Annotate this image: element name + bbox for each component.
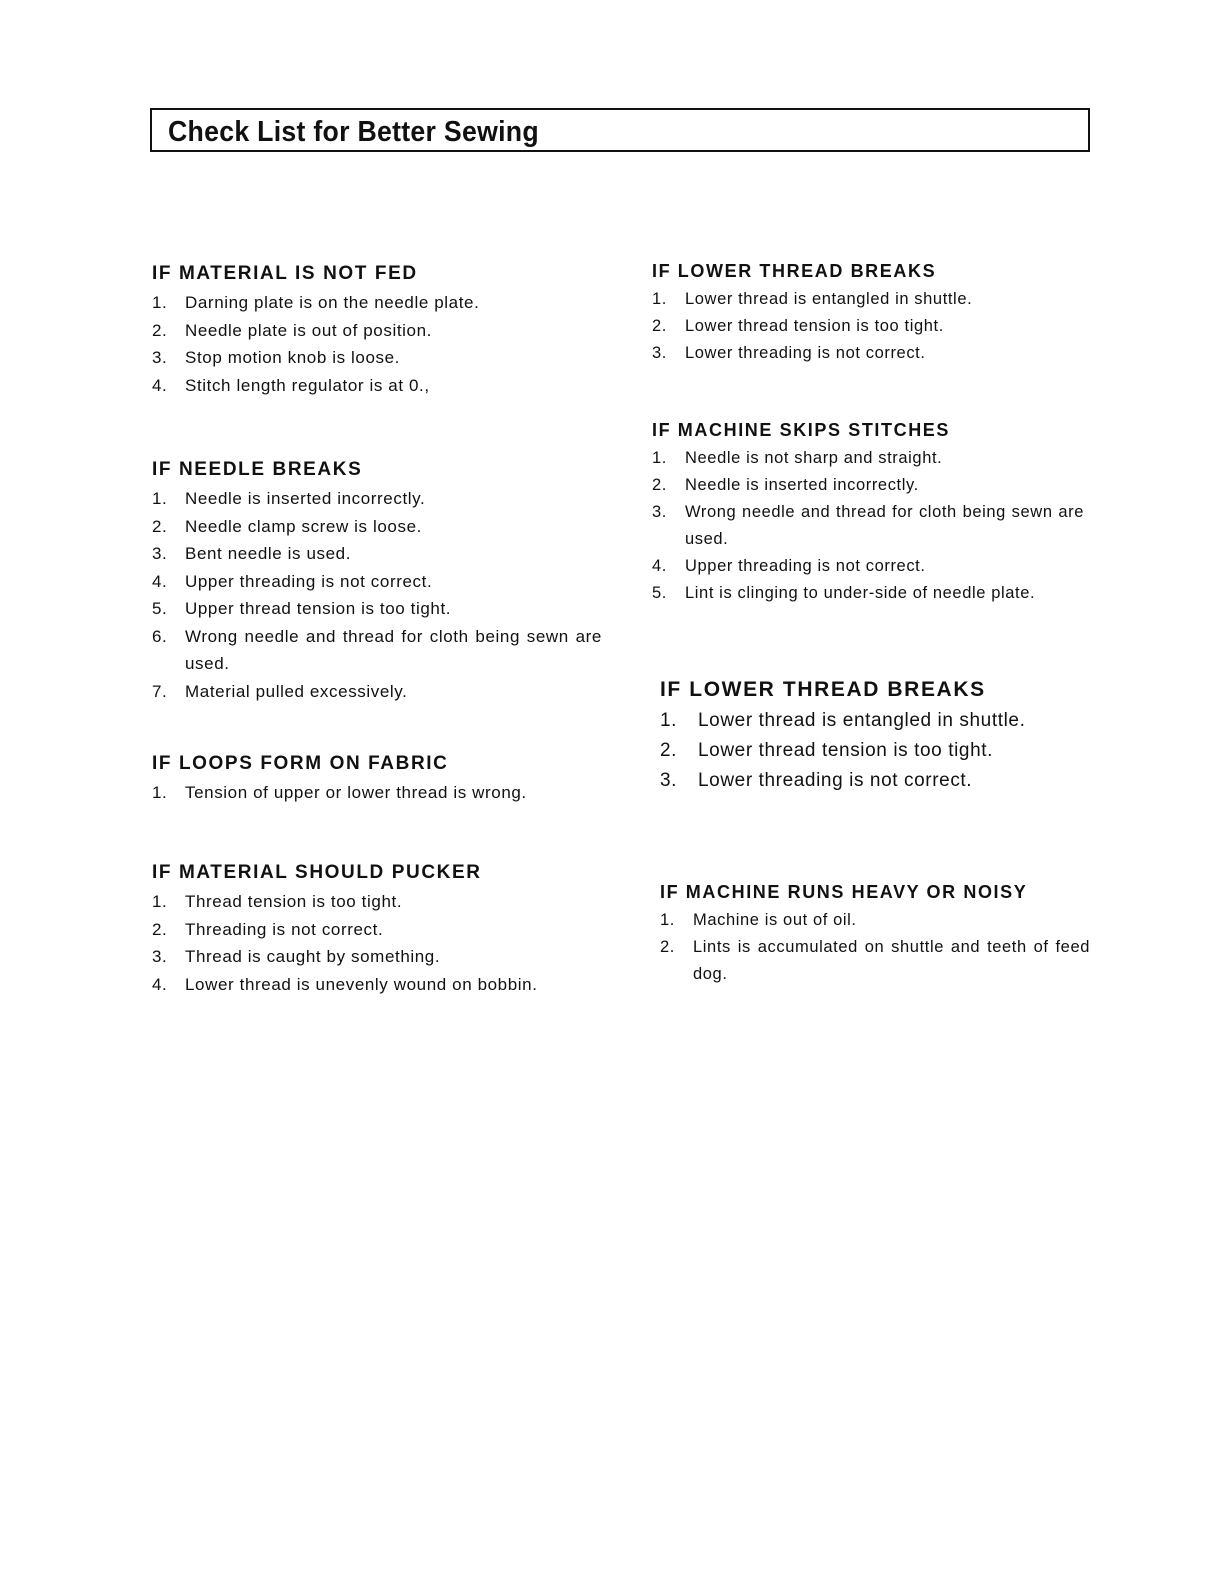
- list-item: [652, 286, 1084, 313]
- section-skips-stitches: [652, 420, 1084, 607]
- item-list: [652, 286, 1084, 367]
- section-material-pucker: [152, 862, 598, 998]
- item-number: 3.: [152, 348, 168, 367]
- item-number: 4.: [152, 571, 168, 591]
- item-text: Wrong needle and thread for cloth being sewn are used.: [185, 626, 602, 673]
- title-box: [150, 108, 1090, 152]
- list-item: [152, 916, 598, 944]
- item-text: Tension of upper or lower thread is wrong.: [185, 783, 527, 802]
- item-number: 1.: [152, 293, 168, 312]
- item-number: 2.: [152, 516, 168, 536]
- item-number: 1.: [652, 449, 667, 467]
- section-heading: IF MACHINE SKIPS STITCHES: [652, 420, 951, 440]
- item-number: 1.: [652, 290, 667, 308]
- item-list: [152, 289, 602, 399]
- item-number: 3.: [152, 544, 168, 563]
- item-text: Needle plate is out of position.: [185, 320, 432, 340]
- item-text: Wrong needle and thread for cloth being sewn are used.: [685, 503, 1084, 548]
- item-list: [660, 706, 1090, 796]
- section-heading: IF MACHINE RUNS HEAVY OR NOISY: [660, 882, 1028, 902]
- item-text: Threading is not correct.: [185, 919, 384, 939]
- item-number: 2.: [660, 740, 678, 761]
- item-number: 1.: [660, 911, 675, 929]
- item-number: 3.: [652, 344, 667, 362]
- list-item: [152, 595, 602, 623]
- list-item: [152, 779, 602, 807]
- list-item: [652, 553, 1084, 580]
- item-text: Needle clamp screw is loose.: [185, 516, 422, 536]
- item-number: 2.: [660, 938, 675, 956]
- item-text: Lower threading is not correct.: [685, 344, 926, 362]
- list-item: [660, 736, 1090, 766]
- list-item: [152, 317, 602, 345]
- item-number: 2.: [152, 320, 168, 340]
- section-heading: IF NEEDLE BREAKS: [152, 459, 363, 480]
- section-needle-breaks: [152, 459, 602, 705]
- list-item: [152, 888, 598, 916]
- list-item: [652, 499, 1084, 553]
- section-heading: IF MATERIAL IS NOT FED: [152, 263, 418, 284]
- item-text: Lower thread is entangled in shuttle.: [698, 710, 1026, 731]
- list-item: [152, 485, 602, 513]
- item-list: [660, 907, 1090, 988]
- item-text: Thread is caught by something.: [185, 947, 441, 966]
- item-number: 4.: [652, 557, 667, 575]
- item-text: Lower thread tension is too tight.: [698, 740, 994, 761]
- item-number: 5.: [652, 584, 667, 602]
- item-number: 3.: [660, 770, 678, 791]
- list-item: [652, 445, 1084, 472]
- item-number: 4.: [152, 974, 168, 994]
- list-item: [660, 706, 1090, 736]
- item-number: 3.: [152, 947, 168, 966]
- item-number: 1.: [152, 892, 168, 911]
- list-item: [652, 580, 1084, 607]
- item-text: Upper threading is not correct.: [685, 557, 926, 575]
- item-text: Material pulled excessively.: [185, 681, 408, 701]
- item-number: 1.: [660, 710, 678, 731]
- list-item: [152, 943, 598, 971]
- item-text: Lower thread is entangled in shuttle.: [685, 290, 973, 308]
- item-text: Lower threading is not correct.: [698, 770, 973, 791]
- item-number: 6.: [152, 626, 168, 646]
- list-item: [152, 623, 602, 678]
- item-text: Upper threading is not correct.: [185, 571, 433, 591]
- item-text: Stitch length regulator is at 0.,: [185, 375, 430, 395]
- section-heading: IF MATERIAL SHOULD PUCKER: [152, 862, 482, 883]
- item-text: Lint is clinging to under-side of needle plate.: [685, 584, 1036, 602]
- item-number: 2.: [152, 919, 168, 939]
- item-text: Bent needle is used.: [185, 544, 352, 563]
- section-material-not-fed: [152, 263, 602, 399]
- section-heading: IF LOWER THREAD BREAKS: [660, 678, 986, 701]
- section-runs-heavy: [660, 882, 1090, 988]
- item-number: 2.: [652, 317, 667, 335]
- item-list: [152, 779, 602, 807]
- item-number: 5.: [152, 599, 168, 618]
- list-item: [652, 340, 1084, 367]
- item-number: 3.: [652, 503, 667, 521]
- item-list: [152, 888, 598, 998]
- item-text: Darning plate is on the needle plate.: [185, 293, 480, 312]
- item-number: 7.: [152, 681, 168, 701]
- list-item: [652, 313, 1084, 340]
- list-item: [152, 372, 602, 400]
- section-lower-thread-breaks-1: [652, 261, 1084, 367]
- list-item: [652, 472, 1084, 499]
- section-heading: IF LOOPS FORM ON FABRIC: [152, 753, 449, 774]
- list-item: [660, 934, 1090, 988]
- list-item: [152, 971, 598, 999]
- item-number: 1.: [152, 783, 168, 802]
- list-item: [660, 766, 1090, 796]
- item-number: 4.: [152, 375, 168, 395]
- item-text: Needle is not sharp and straight.: [685, 449, 943, 467]
- list-item: [152, 678, 602, 706]
- item-text: Stop motion knob is loose.: [185, 348, 400, 367]
- list-item: [152, 540, 602, 568]
- item-text: Needle is inserted incorrectly.: [685, 476, 919, 494]
- list-item: [152, 568, 602, 596]
- item-text: Lower thread is unevenly wound on bobbin.: [185, 974, 538, 994]
- item-list: [652, 445, 1084, 607]
- list-item: [660, 907, 1090, 934]
- item-text: Needle is inserted incorrectly.: [185, 489, 426, 508]
- item-text: Upper thread tension is too tight.: [185, 599, 452, 618]
- item-text: Lower thread tension is too tight.: [685, 317, 944, 335]
- item-number: 2.: [652, 476, 667, 494]
- section-lower-thread-breaks-2: [660, 678, 1090, 796]
- list-item: [152, 344, 602, 372]
- item-text: Thread tension is too tight.: [185, 892, 403, 911]
- list-item: [152, 289, 602, 317]
- item-text: Machine is out of oil.: [693, 911, 857, 929]
- item-list: [152, 485, 602, 705]
- section-loops-form: [152, 753, 602, 807]
- list-item: [152, 513, 602, 541]
- item-number: 1.: [152, 489, 168, 508]
- section-heading: IF LOWER THREAD BREAKS: [652, 261, 937, 281]
- item-text: Lints is accumulated on shuttle and teeth of feed dog.: [693, 938, 1090, 983]
- page-title: Check List for Better Sewing: [168, 116, 539, 148]
